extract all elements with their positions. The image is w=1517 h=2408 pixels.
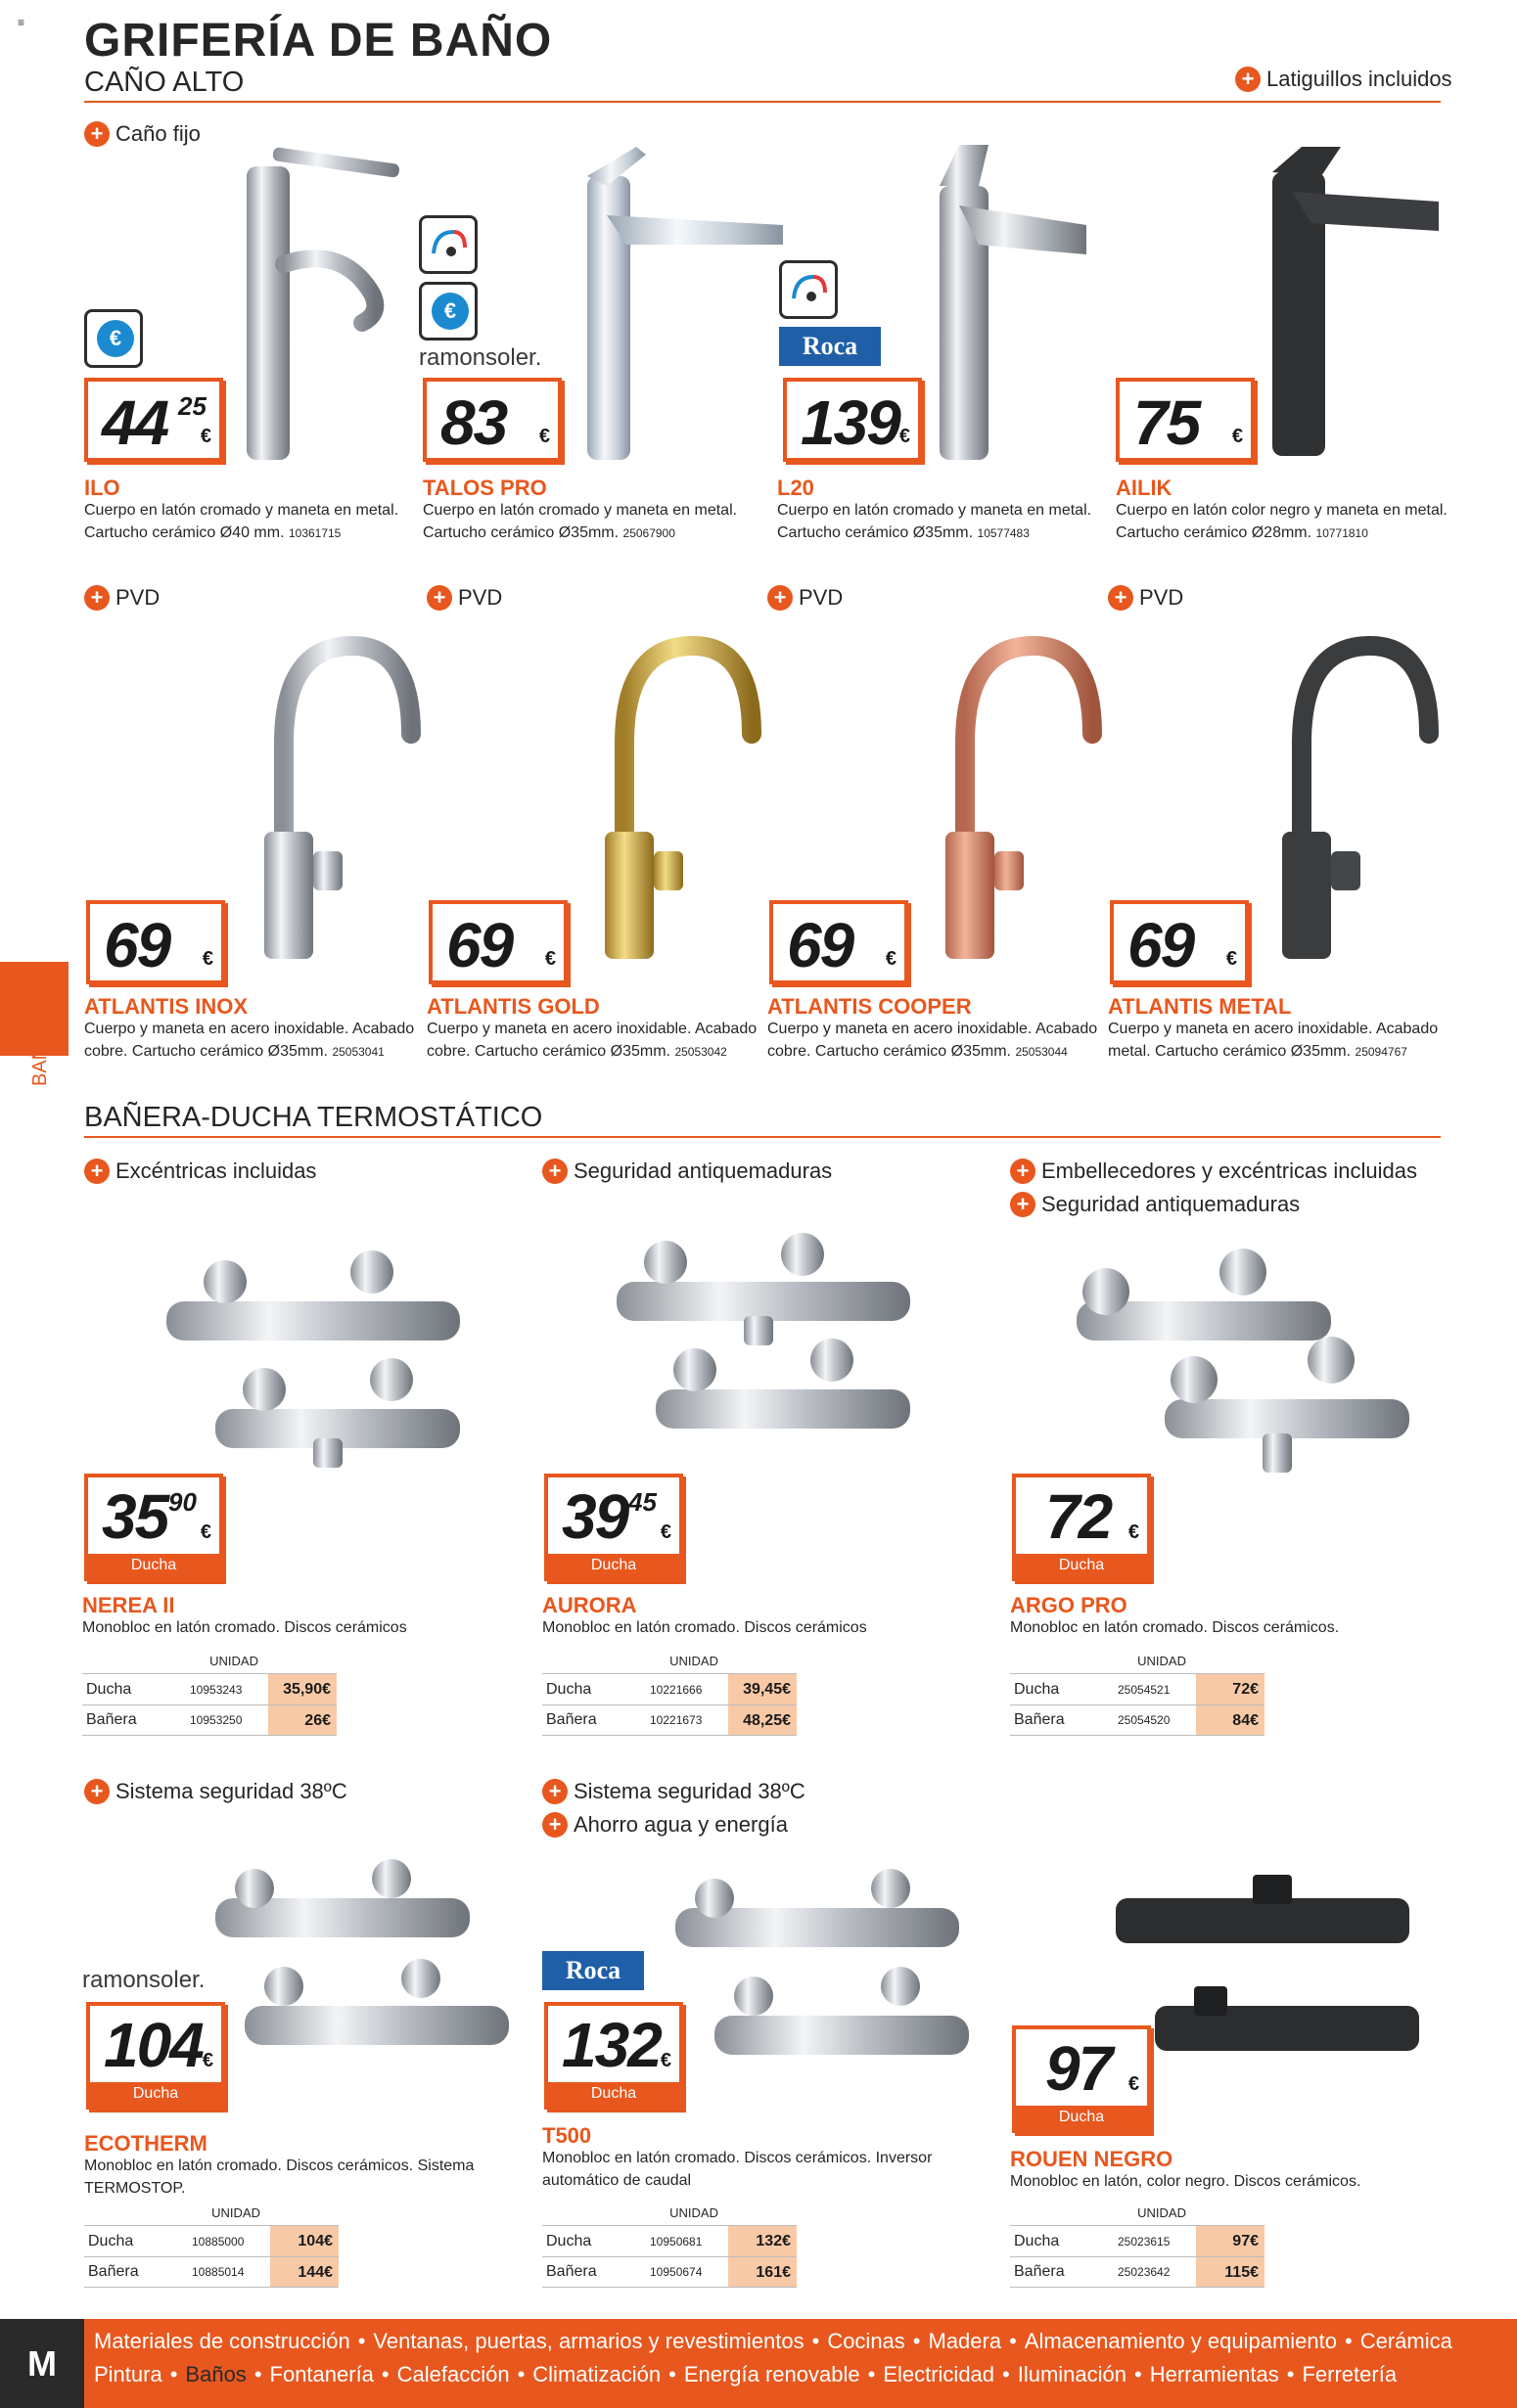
row-price: 84€ — [1196, 1705, 1264, 1735]
note-text: Latiguillos incluidos — [1266, 67, 1452, 91]
price-box-ecotherm — [86, 2002, 225, 2110]
footer-category-link[interactable]: Climatización — [532, 2362, 662, 2386]
product-description — [84, 499, 407, 545]
row-ref: 10950674 — [650, 2265, 703, 2279]
price-box-t500 — [544, 2002, 683, 2110]
water-drop-icon: € — [97, 320, 134, 357]
footer-category-link[interactable]: Herramientas — [1149, 2362, 1279, 2386]
note-pvd — [1108, 585, 1183, 611]
faucet-atlantis-inox-image — [245, 626, 421, 969]
table-row — [542, 1704, 797, 1736]
temperature-control-badge — [419, 215, 478, 274]
price-integer: 69 — [1127, 910, 1194, 980]
footer-categories-line-2 — [94, 2362, 1397, 2387]
footer-category-link[interactable]: Cerámica — [1359, 2329, 1452, 2353]
unit-header: UNIDAD — [669, 1654, 718, 1668]
product-description — [777, 499, 1110, 545]
separator-dot: • — [867, 2362, 876, 2386]
category-footer — [0, 2319, 1517, 2408]
price-integer: 139 — [801, 387, 899, 458]
footer-category-link[interactable]: Electricidad — [883, 2362, 995, 2386]
product-description: Monobloc en latón cromado. Discos cerámicos — [542, 1619, 867, 1636]
water-drop-icon: € — [432, 293, 469, 330]
row-label: Bañera — [1014, 1711, 1065, 1728]
plus-icon: + — [1235, 67, 1261, 92]
thermostatic-aurora-image — [607, 1223, 930, 1468]
price-cents: 25 — [178, 391, 207, 421]
price-box-aurora — [544, 1474, 683, 1581]
unit-header: UNIDAD — [209, 1654, 258, 1668]
product-description: Monobloc en latón cromado. Discos cerámicos — [82, 1619, 407, 1636]
product-name: ATLANTIS COOPER — [767, 994, 972, 1019]
product-code: 25094767 — [1355, 1045, 1407, 1059]
product-description — [1108, 1018, 1450, 1064]
currency-symbol: € — [1231, 426, 1243, 447]
price-integer: 35 — [102, 1481, 168, 1552]
product-description — [767, 1018, 1100, 1064]
price-box-rouen-negro — [1012, 2025, 1151, 2133]
table-row — [1010, 1673, 1264, 1704]
desc-text: Cuerpo en latón cromado y maneta en metal. Cartucho cerámico Ø35mm. — [777, 502, 1092, 541]
product-name: ATLANTIS GOLD — [427, 994, 600, 1019]
product-code: 10577483 — [977, 526, 1030, 540]
product-description — [84, 1018, 417, 1064]
table-row — [1010, 1704, 1264, 1736]
note-thermo — [1010, 1192, 1300, 1217]
price-strip-label: Ducha — [90, 2082, 221, 2106]
thermostatic-t500-image — [666, 1869, 988, 2065]
page-title: GRIFERÍA DE BAÑO — [84, 15, 553, 67]
row-ref: 25054520 — [1118, 1713, 1171, 1727]
table-row — [542, 2256, 797, 2288]
row-price: 115€ — [1196, 2257, 1264, 2287]
currency-symbol: € — [202, 948, 213, 970]
temperature-control-badge — [779, 260, 838, 319]
note-pvd — [427, 585, 502, 611]
note-text: Seguridad antiquemaduras — [574, 1159, 833, 1183]
product-name: L20 — [777, 476, 814, 500]
note-text: Caño fijo — [115, 121, 201, 146]
price-integer: 44 — [102, 387, 168, 458]
footer-category-link[interactable]: Baños — [185, 2362, 247, 2386]
plus-icon: + — [1108, 585, 1133, 611]
product-code: 25067900 — [622, 526, 675, 540]
plus-icon: + — [767, 585, 793, 611]
separator-dot: • — [517, 2362, 526, 2386]
note-text: Seguridad antiquemaduras — [1041, 1192, 1301, 1216]
product-name: NEREA II — [82, 1593, 175, 1617]
price-box-atlantis-gold — [429, 900, 568, 984]
footer-category-link[interactable]: Iluminación — [1017, 2362, 1127, 2386]
plus-icon: + — [84, 121, 110, 147]
store-logo: M — [0, 2319, 84, 2408]
temperature-icon — [782, 263, 835, 316]
footer-category-link[interactable]: Madera — [928, 2329, 1002, 2353]
row-label: Ducha — [86, 1680, 132, 1698]
desc-text: Cuerpo y maneta en acero inoxidable. Acabado cobre. Cartucho cerámico Ø35mm. — [767, 1021, 1098, 1060]
price-integer: 69 — [446, 910, 513, 980]
thermostatic-argo-pro-image — [1067, 1243, 1419, 1497]
desc-text: Cuerpo y maneta en acero inoxidable. Acabado metal. Cartucho cerámico Ø35mm. — [1108, 1021, 1439, 1060]
row-ref: 25023615 — [1118, 2234, 1171, 2249]
brand-roca-logo: Roca — [779, 327, 881, 366]
product-description: Monobloc en latón cromado. Discos cerámicos. Inversor automático de caudal — [542, 2150, 933, 2189]
currency-symbol: € — [1127, 1522, 1139, 1543]
row-label: Ducha — [546, 1680, 592, 1698]
product-description: Monobloc en latón cromado. Discos cerámicos. — [1010, 1619, 1340, 1636]
product-description — [1116, 499, 1448, 545]
plus-icon: + — [84, 1779, 110, 1804]
row-price: 144€ — [270, 2257, 339, 2287]
separator-dot: • — [169, 2362, 178, 2386]
separator-dot: • — [912, 2329, 921, 2353]
note-text: PVD — [799, 585, 844, 610]
brand-ramonsoler-logo: ramonsoler. — [419, 344, 542, 371]
row-ref: 10221666 — [650, 1682, 703, 1697]
row-price: 35,90€ — [268, 1674, 337, 1704]
thermostatic-rouen-negro-image — [1106, 1859, 1439, 2074]
separator-dot: • — [1002, 2362, 1010, 2386]
table-row — [1010, 2225, 1264, 2256]
currency-symbol: € — [885, 948, 896, 970]
price-strip-label: Ducha — [548, 2082, 679, 2106]
row-label: Bañera — [1014, 2263, 1065, 2280]
footer-category-link[interactable]: Ventanas, puertas, armarios y revestimientos — [373, 2329, 804, 2353]
product-name: ECOTHERM — [84, 2131, 207, 2156]
product-name: ILO — [84, 476, 120, 500]
section-divider — [84, 1136, 1441, 1138]
unit-header: UNIDAD — [669, 2205, 718, 2220]
brand-ramonsoler-logo: ramonsoler. — [82, 1967, 206, 1993]
desc-text: Cuerpo en latón color negro y maneta en metal. Cartucho cerámico Ø28mm. — [1116, 502, 1448, 541]
currency-symbol: € — [1225, 948, 1237, 970]
note-pvd — [84, 585, 160, 611]
section-divider — [84, 101, 1441, 103]
separator-dot: • — [811, 2329, 820, 2353]
product-code: 25053042 — [674, 1045, 727, 1059]
row-label: Bañera — [546, 1711, 597, 1728]
plus-icon: + — [84, 585, 110, 611]
plus-icon: + — [1010, 1192, 1035, 1217]
price-integer: 132 — [562, 2010, 661, 2080]
section-title-banera-ducha: BAÑERA-DUCHA TERMOSTÁTICO — [84, 1102, 543, 1133]
thermostatic-ecotherm-image — [206, 1859, 519, 2074]
footer-category-link[interactable]: Ferretería — [1302, 2362, 1398, 2386]
plus-icon: + — [542, 1159, 568, 1184]
note-text: Sistema seguridad 38ºC — [574, 1779, 805, 1803]
note-text: Excéntricas incluidas — [115, 1159, 317, 1183]
row-price: 161€ — [728, 2257, 797, 2287]
separator-dot: • — [357, 2329, 366, 2353]
table-row — [84, 2225, 339, 2256]
spec-table-argo-pro — [1010, 1654, 1264, 1736]
row-ref: 10953250 — [190, 1713, 243, 1727]
desc-text: Cuerpo y maneta en acero inoxidable. Acabado cobre. Cartucho cerámico Ø35mm. — [427, 1021, 758, 1060]
currency-symbol: € — [200, 426, 211, 447]
row-price: 97€ — [1196, 2226, 1264, 2256]
row-label: Ducha — [546, 2232, 592, 2249]
faucet-atlantis-metal-image — [1263, 626, 1439, 969]
note-text: PVD — [1139, 585, 1184, 610]
product-description: Monobloc en latón, color negro. Discos cerámicos. — [1010, 2173, 1361, 2190]
row-price: 26€ — [268, 1705, 337, 1735]
product-name: ARGO PRO — [1010, 1593, 1127, 1617]
plus-icon: + — [542, 1779, 568, 1804]
row-label: Bañera — [88, 2263, 139, 2280]
product-description: Monobloc en latón cromado. Discos cerámicos. Sistema TERMOSTOP. — [84, 2158, 475, 2197]
note-text: PVD — [115, 585, 161, 610]
price-integer: 69 — [787, 910, 853, 980]
separator-dot: • — [1134, 2362, 1142, 2386]
product-name: AILIK — [1116, 476, 1172, 500]
spec-table-nerea — [82, 1654, 337, 1736]
price-integer: 83 — [440, 387, 507, 458]
note-pvd — [767, 585, 843, 611]
price-integer: 69 — [104, 910, 170, 980]
price-integer: 104 — [104, 2010, 203, 2080]
price-box-atlantis-cooper — [769, 900, 908, 984]
currency-symbol: € — [1127, 2073, 1139, 2095]
price-integer: 72 — [1045, 1481, 1112, 1552]
plus-icon: + — [542, 1812, 568, 1838]
currency-symbol: € — [200, 1522, 211, 1543]
footer-categories-line-1 — [94, 2329, 1452, 2354]
unit-header: UNIDAD — [1137, 2205, 1186, 2220]
separator-dot: • — [253, 2362, 262, 2386]
table-row — [542, 2225, 797, 2256]
product-description — [423, 499, 746, 545]
footer-category-link[interactable]: Materiales de construcción — [94, 2329, 350, 2353]
faucet-atlantis-cooper-image — [926, 626, 1102, 969]
corner-mark: ≡ — [18, 16, 25, 29]
temperature-icon — [422, 218, 475, 271]
price-box-argo-pro — [1012, 1474, 1151, 1581]
row-price: 72€ — [1196, 1674, 1264, 1704]
footer-category-link[interactable]: Fontanería — [269, 2362, 374, 2386]
note-text: PVD — [458, 585, 503, 610]
faucet-ilo-image — [235, 147, 401, 470]
table-row — [84, 2256, 339, 2288]
separator-dot: • — [1009, 2329, 1017, 2353]
note-thermo — [1010, 1159, 1417, 1184]
water-saving-badge — [419, 282, 478, 341]
product-description — [427, 1018, 759, 1064]
row-label: Ducha — [1014, 2232, 1060, 2249]
product-code: 10771810 — [1315, 526, 1368, 540]
product-name: TALOS PRO — [423, 476, 547, 500]
unit-header: UNIDAD — [211, 2205, 260, 2220]
currency-symbol: € — [544, 948, 556, 970]
price-strip-label: Ducha — [1016, 2106, 1147, 2129]
price-box-l20 — [783, 378, 922, 462]
water-saving-badge — [84, 309, 143, 368]
price-box-ailik — [1116, 378, 1255, 462]
row-price: 132€ — [728, 2226, 797, 2256]
plus-icon: + — [1010, 1159, 1035, 1184]
price-cents: 90 — [168, 1487, 197, 1517]
separator-dot: • — [1344, 2329, 1353, 2353]
spec-table-aurora — [542, 1654, 797, 1736]
product-name: ATLANTIS METAL — [1108, 994, 1292, 1019]
plus-icon: + — [84, 1159, 110, 1184]
footer-category-link[interactable]: Calefacción — [396, 2362, 510, 2386]
currency-symbol: € — [898, 426, 910, 447]
note-text: Sistema seguridad 38ºC — [115, 1779, 347, 1803]
note-text: Ahorro agua y energía — [574, 1812, 788, 1837]
price-strip-label: Ducha — [548, 1554, 679, 1577]
table-row — [82, 1704, 337, 1736]
desc-text: Cuerpo y maneta en acero inoxidable. Acabado cobre. Cartucho cerámico Ø35mm. — [84, 1021, 415, 1060]
brand-roca-logo: Roca — [542, 1951, 644, 1990]
row-ref: 10885000 — [192, 2234, 245, 2249]
spec-table-ecotherm — [84, 2205, 339, 2288]
faucet-l20-image — [920, 137, 1096, 470]
row-price: 39,45€ — [728, 1674, 797, 1704]
price-box-nerea — [84, 1474, 223, 1581]
spec-table-t500 — [542, 2205, 797, 2288]
product-code: 10361715 — [288, 526, 342, 540]
product-name: ATLANTIS INOX — [84, 994, 249, 1019]
row-ref: 10953243 — [190, 1682, 243, 1697]
price-strip-label: Ducha — [88, 1554, 219, 1577]
row-price: 104€ — [270, 2226, 339, 2256]
faucet-atlantis-gold-image — [585, 626, 761, 969]
plus-icon: + — [427, 585, 452, 611]
price-integer: 97 — [1045, 2033, 1112, 2104]
price-box-talos-pro — [423, 378, 562, 462]
price-strip-label: Ducha — [1016, 1554, 1147, 1577]
faucet-ailik-image — [1263, 143, 1448, 466]
desc-text: Cuerpo en latón cromado y maneta en metal. Cartucho cerámico Ø35mm. — [423, 502, 738, 541]
desc-text: Cuerpo en latón cromado y maneta en metal. Cartucho cerámico Ø40 mm. — [84, 502, 399, 541]
note-thermo — [542, 1159, 832, 1184]
side-label: BAÑOS — [29, 1017, 51, 1086]
row-label: Bañera — [86, 1711, 137, 1728]
spec-table-rouen-negro — [1010, 2205, 1264, 2288]
note-cano-fijo — [84, 121, 201, 147]
note-thermo — [542, 1779, 805, 1804]
note-thermo — [84, 1779, 347, 1804]
product-name: AURORA — [542, 1593, 637, 1617]
table-row — [1010, 2256, 1264, 2288]
table-row — [82, 1673, 337, 1704]
row-ref: 25023642 — [1118, 2265, 1171, 2279]
separator-dot: • — [381, 2362, 390, 2386]
currency-symbol: € — [660, 1522, 671, 1543]
row-label: Ducha — [1014, 1680, 1060, 1698]
currency-symbol: € — [538, 426, 550, 447]
currency-symbol: € — [202, 2050, 213, 2071]
section-title-cano-alto: CAÑO ALTO — [84, 67, 245, 98]
price-cents: 45 — [628, 1487, 657, 1517]
row-ref: 25054521 — [1118, 1682, 1171, 1697]
thermostatic-nerea-image — [157, 1223, 480, 1468]
faucet-talos-pro-image — [568, 137, 803, 470]
product-name: T500 — [542, 2123, 592, 2148]
price-integer: 39 — [562, 1481, 628, 1552]
table-row — [542, 1673, 797, 1704]
product-name: ROUEN NEGRO — [1010, 2147, 1173, 2171]
row-label: Ducha — [88, 2232, 134, 2249]
row-ref: 10221673 — [650, 1713, 703, 1727]
footer-category-link[interactable]: Cocinas — [827, 2329, 905, 2353]
product-code: 25053041 — [332, 1045, 385, 1059]
price-box-atlantis-metal — [1110, 900, 1249, 984]
separator-dot: • — [1286, 2362, 1295, 2386]
note-thermo — [84, 1159, 316, 1184]
price-integer: 75 — [1133, 387, 1200, 458]
unit-header: UNIDAD — [1137, 1654, 1186, 1668]
note-thermo — [542, 1812, 788, 1838]
footer-category-link[interactable]: Almacenamiento y equipamiento — [1024, 2329, 1337, 2353]
row-ref: 10885014 — [192, 2265, 245, 2279]
row-price: 48,25€ — [728, 1705, 797, 1735]
currency-symbol: € — [660, 2050, 671, 2071]
price-box-ilo — [84, 378, 223, 462]
product-code: 25053044 — [1015, 1045, 1068, 1059]
note-latiguillos — [1235, 67, 1452, 92]
separator-dot: • — [668, 2362, 676, 2386]
footer-category-link[interactable]: Pintura — [94, 2362, 162, 2386]
footer-category-link[interactable]: Energía renovable — [683, 2362, 860, 2386]
row-label: Bañera — [546, 2263, 597, 2280]
price-box-atlantis-inox — [86, 900, 225, 984]
note-text: Embellecedores y excéntricas incluidas — [1041, 1159, 1417, 1183]
row-ref: 10950681 — [650, 2234, 703, 2249]
